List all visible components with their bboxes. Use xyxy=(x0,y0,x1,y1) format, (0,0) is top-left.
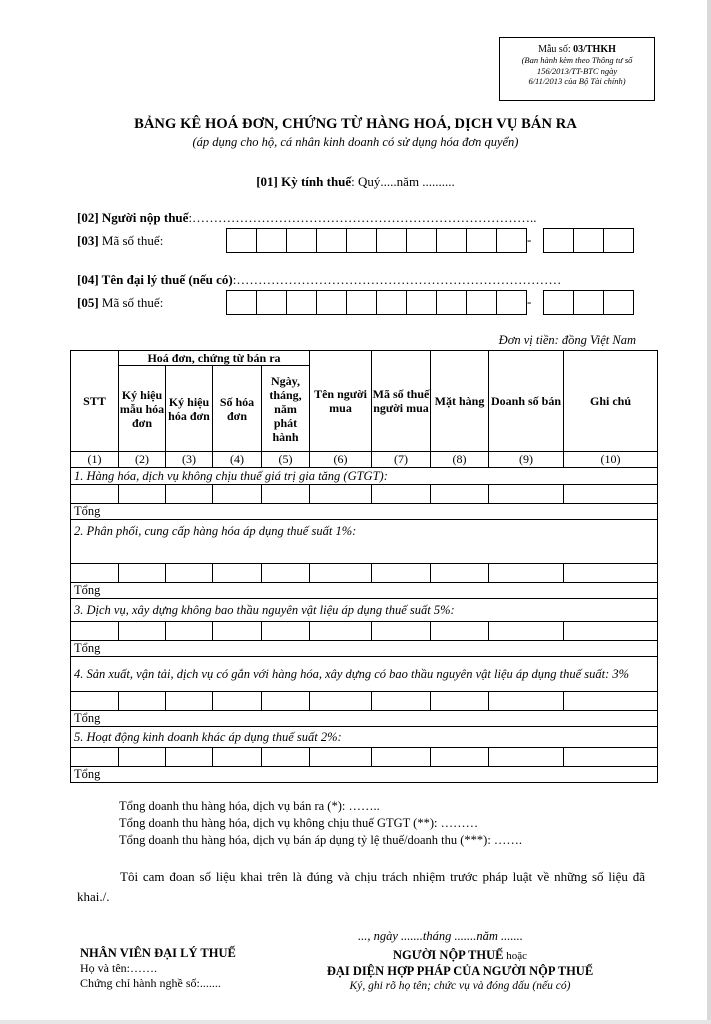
tin-digit-box[interactable] xyxy=(603,228,634,253)
tin-separator: - xyxy=(527,294,532,309)
tin-digit-box[interactable] xyxy=(346,228,377,253)
header-invoice-group: Hoá đơn, chứng từ bán ra xyxy=(119,351,310,366)
header-note: Ghi chú xyxy=(564,351,658,452)
tin-digit-box[interactable] xyxy=(436,290,467,315)
table-cell[interactable] xyxy=(372,748,431,767)
table-cell[interactable] xyxy=(71,622,119,641)
section-heading-5: 5. Hoạt động kinh doanh khác áp dụng thuế suất 2%: xyxy=(71,727,658,748)
form-issued-line-1: (Ban hành kèm theo Thông tư số xyxy=(521,55,633,65)
form-code-label: Mẫu số: xyxy=(538,44,574,55)
tin-digit-box[interactable] xyxy=(466,290,497,315)
table-cell[interactable] xyxy=(119,564,166,583)
table-cell[interactable] xyxy=(310,748,372,767)
taxpayer-tin-boxes[interactable] xyxy=(226,228,526,253)
table-cell[interactable] xyxy=(71,748,119,767)
header-buyer-tin: Mã số thuế người mua xyxy=(372,351,431,452)
summary-total-revenue: Tổng doanh thu hàng hóa, dịch vụ bán ra (*): …….. xyxy=(119,799,380,813)
page-edge-bottom xyxy=(0,1020,711,1024)
table-cell[interactable] xyxy=(564,485,658,504)
form-code xyxy=(500,44,654,55)
table-cell[interactable] xyxy=(213,748,262,767)
tin-digit-box[interactable] xyxy=(256,290,287,315)
header-stt: STT xyxy=(71,351,119,452)
header-buyer: Tên người mua xyxy=(310,351,372,452)
column-number: (4) xyxy=(213,452,262,468)
section-heading-4: 4. Sản xuất, vận tải, dịch vụ có gắn với hàng hóa, xây dựng có bao thầu nguyên vật liệu áp dụng thuế suất: 3% xyxy=(71,657,658,692)
agent-staff-block xyxy=(80,946,236,991)
table-row[interactable] xyxy=(71,485,658,504)
total-row xyxy=(71,504,658,520)
summary-rate-revenue: Tổng doanh thu hàng hóa, dịch vụ bán áp dụng tỷ lệ thuế/doanh thu (***): ……. xyxy=(119,833,523,847)
table-row[interactable] xyxy=(71,622,658,641)
table-cell[interactable] xyxy=(489,692,564,711)
page-edge-right xyxy=(707,0,711,1024)
table-cell[interactable] xyxy=(213,485,262,504)
currency-unit: Đơn vị tiền: đồng Việt Nam xyxy=(498,333,636,347)
page-subtitle: (áp dụng cho hộ, cá nhân kinh doanh có sử dụng hóa đơn quyển) xyxy=(192,135,519,149)
table-cell[interactable] xyxy=(489,622,564,641)
tin-digit-box[interactable] xyxy=(226,228,257,253)
table-cell[interactable] xyxy=(431,748,489,767)
tin-digit-box[interactable] xyxy=(573,228,604,253)
taxpayer-name-value: :…………………………………………………………………….. xyxy=(188,210,537,225)
column-number: (8) xyxy=(431,452,489,468)
table-cell[interactable] xyxy=(310,622,372,641)
tin-digit-box[interactable] xyxy=(496,290,527,315)
table-cell[interactable] xyxy=(213,692,262,711)
signer-line-1-suffix: hoặc xyxy=(503,950,527,962)
agent-tin-boxes[interactable] xyxy=(226,290,526,315)
tax-period-label: [01] Kỳ tính thuế xyxy=(256,174,352,189)
agent-staff-name[interactable]: Họ và tên:……. xyxy=(80,961,157,975)
taxpayer-name-label: [02] Người nộp thuế xyxy=(77,210,189,225)
commitment-statement: Tôi cam đoan số liệu khai trên là đúng và chịu trách nhiệm trước pháp luật về những số liệu đã khai./. xyxy=(77,869,645,904)
table-cell[interactable] xyxy=(213,622,262,641)
tin-digit-box[interactable] xyxy=(406,228,437,253)
total-label: Tổng xyxy=(71,767,658,783)
tin-digit-box[interactable] xyxy=(316,228,347,253)
taxpayer-tin-text: Mã số thuế: xyxy=(98,233,164,248)
header-item: Mặt hàng xyxy=(431,351,489,452)
column-number: (1) xyxy=(71,452,119,468)
tin-digit-box[interactable] xyxy=(376,228,407,253)
tin-digit-box[interactable] xyxy=(543,228,574,253)
section-heading-3: 3. Dịch vụ, xây dựng không bao thầu nguyên vật liệu áp dụng thuế suất 5%: xyxy=(71,599,658,622)
table-cell[interactable] xyxy=(372,692,431,711)
form-issued-line-2: 156/2013/TT-BTC ngày xyxy=(536,65,618,76)
table-cell[interactable] xyxy=(310,485,372,504)
table-cell[interactable] xyxy=(262,622,310,641)
column-number: (2) xyxy=(119,452,166,468)
header-invoice-number: Số hóa đơn xyxy=(213,366,262,452)
table-cell[interactable] xyxy=(166,748,213,767)
agent-staff-cert[interactable]: Chứng chỉ hành nghề số:....... xyxy=(80,976,221,990)
table-cell[interactable] xyxy=(119,622,166,641)
table-cell[interactable] xyxy=(372,485,431,504)
table-row[interactable] xyxy=(71,692,658,711)
table-cell[interactable] xyxy=(262,692,310,711)
table-cell[interactable] xyxy=(166,564,213,583)
tin-digit-box[interactable] xyxy=(496,228,527,253)
table-cell[interactable] xyxy=(564,564,658,583)
table-cell[interactable] xyxy=(119,692,166,711)
agent-tin-code: [05] xyxy=(77,295,99,310)
tax-period[interactable] xyxy=(0,174,711,190)
tin-digit-box[interactable] xyxy=(256,228,287,253)
agent-tin-text: Mã số thuế: xyxy=(98,295,164,310)
agent-tin-label-line xyxy=(77,295,163,311)
table-row[interactable] xyxy=(71,748,658,767)
agent-tin-branch-boxes[interactable] xyxy=(543,290,633,315)
table-cell[interactable] xyxy=(489,485,564,504)
section-heading-2: 2. Phân phối, cung cấp hàng hóa áp dụng thuế suất 1%: xyxy=(71,520,658,564)
form-code-box xyxy=(499,37,655,101)
total-label: Tổng xyxy=(71,504,658,520)
total-row xyxy=(71,641,658,657)
table-cell[interactable] xyxy=(489,564,564,583)
column-number: (9) xyxy=(489,452,564,468)
column-number: (6) xyxy=(310,452,372,468)
agent-staff-title: NHÂN VIÊN ĐẠI LÝ THUẾ xyxy=(80,946,236,960)
table-cell[interactable] xyxy=(71,485,119,504)
section-heading-1: 1. Hàng hóa, dịch vụ không chịu thuế giá trị gia tăng (GTGT): xyxy=(71,468,658,485)
table-cell[interactable] xyxy=(262,748,310,767)
total-row xyxy=(71,583,658,599)
invoice-table xyxy=(70,350,658,783)
table-cell[interactable] xyxy=(564,748,658,767)
total-label: Tổng xyxy=(71,641,658,657)
table-cell[interactable] xyxy=(564,692,658,711)
column-number: (5) xyxy=(262,452,310,468)
signing-date[interactable]: ..., ngày .......tháng .......năm ....... xyxy=(358,929,523,943)
column-number: (3) xyxy=(166,452,213,468)
table-cell[interactable] xyxy=(489,748,564,767)
total-label: Tổng xyxy=(71,711,658,727)
table-cell[interactable] xyxy=(213,564,262,583)
taxpayer-tin-branch-boxes[interactable] xyxy=(543,228,633,253)
taxpayer-name-line[interactable] xyxy=(77,210,537,226)
tin-digit-box[interactable] xyxy=(286,290,317,315)
header-issue-date: Ngày, tháng, năm phát hành xyxy=(262,366,310,452)
summary-nontaxable-revenue: Tổng doanh thu hàng hóa, dịch vụ không chịu thuế GTGT (**): ……… xyxy=(119,816,479,830)
table-cell[interactable] xyxy=(372,622,431,641)
page-title: BẢNG KÊ HOÁ ĐƠN, CHỨNG TỪ HÀNG HOÁ, DỊCH VỤ BÁN RA xyxy=(134,116,577,132)
table-row[interactable] xyxy=(71,564,658,583)
table-cell[interactable] xyxy=(119,748,166,767)
tin-digit-box[interactable] xyxy=(226,290,257,315)
table-cell[interactable] xyxy=(431,564,489,583)
table-cell[interactable] xyxy=(564,622,658,641)
taxpayer-tin-code: [03] xyxy=(77,233,99,248)
agent-name-line[interactable] xyxy=(77,272,561,288)
table-cell[interactable] xyxy=(310,564,372,583)
tin-digit-box[interactable] xyxy=(603,290,634,315)
tin-digit-box[interactable] xyxy=(573,290,604,315)
table-cell[interactable] xyxy=(262,564,310,583)
table-cell[interactable] xyxy=(166,622,213,641)
agent-name-label: [04] Tên đại lý thuế (nếu có) xyxy=(77,272,233,287)
table-cell[interactable] xyxy=(262,485,310,504)
table-cell[interactable] xyxy=(166,485,213,504)
signer-block xyxy=(290,948,630,994)
table-cell[interactable] xyxy=(431,622,489,641)
tax-period-value: : Quý.....năm .......... xyxy=(351,174,455,189)
tin-digit-box[interactable] xyxy=(376,290,407,315)
table-cell[interactable] xyxy=(431,692,489,711)
header-revenue: Doanh số bán xyxy=(489,351,564,452)
tin-digit-box[interactable] xyxy=(316,290,347,315)
tin-digit-box[interactable] xyxy=(286,228,317,253)
signer-line-1: NGƯỜI NỘP THUẾ xyxy=(393,948,504,962)
table-cell[interactable] xyxy=(71,692,119,711)
tin-separator: - xyxy=(527,232,532,247)
taxpayer-tin-label-line xyxy=(77,233,163,249)
column-number: (7) xyxy=(372,452,431,468)
table-cell[interactable] xyxy=(372,564,431,583)
form-issued-line-3: 6/11/2013 của Bộ Tài chính) xyxy=(528,76,626,86)
form-code-value: 03/THKH xyxy=(573,44,616,55)
column-number: (10) xyxy=(564,452,658,468)
signer-note: Ký, ghi rõ họ tên; chức vụ và đóng dấu (nếu có) xyxy=(349,980,571,992)
column-number-row xyxy=(71,452,658,468)
tin-digit-box[interactable] xyxy=(466,228,497,253)
header-template-symbol: Ký hiệu mẫu hóa đơn xyxy=(119,366,166,452)
header-invoice-symbol: Ký hiệu hóa đơn xyxy=(166,366,213,452)
table-cell[interactable] xyxy=(310,692,372,711)
table-cell[interactable] xyxy=(166,692,213,711)
agent-name-value: :………………………………………………………………… xyxy=(232,272,562,287)
signer-line-2: ĐẠI DIỆN HỢP PHÁP CỦA NGƯỜI NỘP THUẾ xyxy=(326,964,594,978)
table-cell[interactable] xyxy=(119,485,166,504)
table-cell[interactable] xyxy=(71,564,119,583)
tin-digit-box[interactable] xyxy=(543,290,574,315)
tin-digit-box[interactable] xyxy=(346,290,377,315)
table-cell[interactable] xyxy=(431,485,489,504)
total-row xyxy=(71,767,658,783)
total-row xyxy=(71,711,658,727)
tin-digit-box[interactable] xyxy=(406,290,437,315)
total-label: Tổng xyxy=(71,583,658,599)
tin-digit-box[interactable] xyxy=(436,228,467,253)
